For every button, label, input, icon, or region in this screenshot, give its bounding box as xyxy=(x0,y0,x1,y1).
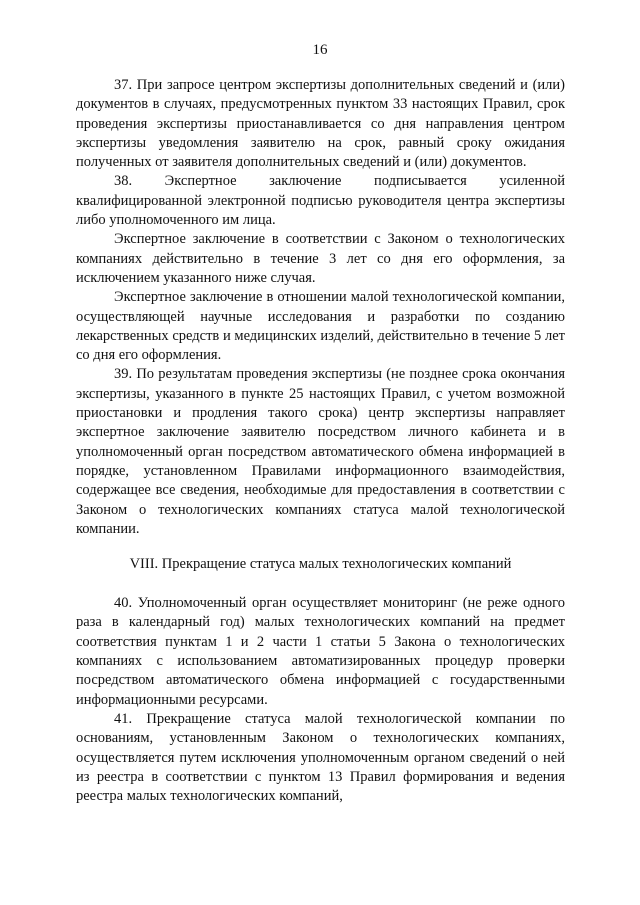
section-heading: VIII. Прекращение статуса малых технологических компаний xyxy=(129,556,512,573)
paragraph-38-small-company: Экспертное заключение в отношении малой технологической компании, осуществляющей научные исследования и разработки по созданию лекарственных средств и медицинских изделий, действительно в течение 5 лет со дня его оформления. xyxy=(76,289,565,364)
paragraph-38: 38. Экспертное заключение подписывается усиленной квалифицированной электронной подписью руководителя центра экспертизы либо уполномоченного им лица. xyxy=(76,173,565,229)
paragraph-38-validity: Экспертное заключение в соответствии с Законом о технологических компаниях действительно в течение 3 лет со дня его оформления, за исключением указанного ниже случая. xyxy=(76,231,565,286)
paragraph-37: 37. При запросе центром экспертизы дополнительных сведений и (или) документов в случаях, предусмотренных пунктом 33 настоящих Правил, срок проведения экспертизы приостанавливается со дня направления центром экспертизы уведомления заявителю на срок, равный сроку ожидания полученных от заявителя дополнительных сведений и (или) документов. xyxy=(76,77,565,171)
paragraph-40: 40. Уполномоченный орган осуществляет мониторинг (не реже одного раза в календарный год) малых технологических компаний на предмет соответствия пунктам 1 и 2 части 1 статьи 5 Закона о технологических компаниях с использованием автоматизированных процедур проверки посредством автоматического обмена информацией с государственными информационными ресурсами. xyxy=(76,595,565,708)
paragraph-39: 39. По результатам проведения экспертизы (не позднее срока окончания экспертизы, указанного в пункте 25 настоящих Правил, с учетом возможной приостановки и продления такого срока) центр экспертизы направляет экспертное заключение заявителю посредством личного кабинета и в уполномоченный орган посредством автоматического обмена информацией в порядке, установленном Правилами информационного взаимодействия, содержащее все сведения, необходимые для предоставления в соответствии с Законом о технологических компаниях статуса малой технологической компании. xyxy=(76,366,565,537)
paragraph-41: 41. Прекращение статуса малой технологической компании по основаниям, установленным Законом о технологических компаниях, осуществляется путем исключения уполномоченным органом сведений о ней из реестра в соответствии с пунктом 13 Правил формирования и ведения реестра малых технологических компаний, xyxy=(76,710,565,805)
page-number: 16 xyxy=(312,42,328,58)
document-body xyxy=(76,76,565,806)
